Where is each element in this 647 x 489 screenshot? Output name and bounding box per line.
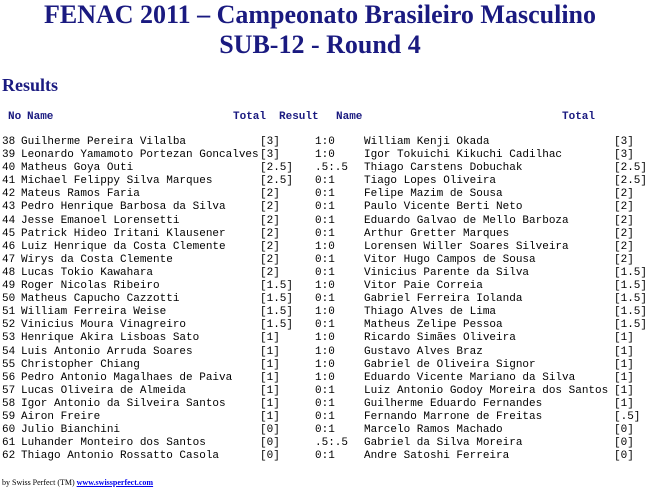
table-row xyxy=(2,306,647,319)
player-name: William Ferreira Weise xyxy=(21,306,167,319)
game-result: 0:1 xyxy=(315,384,335,397)
player-name: Michael Felippy Silva Marques xyxy=(21,175,213,188)
player-number: 39 xyxy=(2,149,16,162)
player-total: [2.5] xyxy=(260,175,294,188)
opponent-total: [1.5] xyxy=(614,293,647,306)
player-total: [1] xyxy=(260,358,280,371)
player-name: Mateus Ramos Faria xyxy=(21,188,140,201)
opponent-name: Vitor Hugo Campos de Sousa xyxy=(364,253,536,266)
game-result: 0:1 xyxy=(315,450,335,463)
player-total: [1.5] xyxy=(260,306,294,319)
game-result: 1:0 xyxy=(315,149,335,162)
game-result: 0:1 xyxy=(315,293,335,306)
player-total: [1] xyxy=(260,397,280,410)
player-name: Leonardo Yamamoto Portezan Goncalves xyxy=(21,149,259,162)
player-number: 54 xyxy=(2,345,16,358)
game-result: 0:1 xyxy=(315,397,335,410)
player-number: 61 xyxy=(2,437,16,450)
player-total: [0] xyxy=(260,437,280,450)
player-name: Lucas Tokio Kawahara xyxy=(21,266,154,279)
opponent-name: Gustavo Alves Braz xyxy=(364,345,483,358)
opponent-total: [3] xyxy=(614,149,634,162)
footer-credit: by Swiss Perfect (TM) xyxy=(2,478,75,487)
column-header-result: Result xyxy=(279,111,319,123)
table-row xyxy=(2,228,638,241)
player-name: Patrick Hideo Iritani Klausener xyxy=(21,227,226,240)
game-result: .5:.5 xyxy=(315,162,349,175)
player-total: [2.5] xyxy=(260,162,294,175)
player-total: [2] xyxy=(260,240,280,253)
opponent-total: [0] xyxy=(614,424,634,437)
player-name: Matheus Capucho Cazzotti xyxy=(21,293,180,306)
player-total: [3] xyxy=(260,136,280,148)
game-result: 1:0 xyxy=(315,306,335,319)
player-total: [1] xyxy=(260,332,280,345)
opponent-total: [1] xyxy=(614,332,634,345)
page-title: FENAC 2011 – Campeonato Brasileiro Masculino xyxy=(43,0,597,29)
column-header-name: Name xyxy=(27,111,54,123)
opponent-total: [1] xyxy=(614,345,634,358)
player-number: 46 xyxy=(2,240,16,253)
table-row xyxy=(2,136,638,149)
player-name: Airon Freire xyxy=(21,410,101,423)
table-row xyxy=(2,241,638,254)
player-name: Luiz Henrique da Costa Clemente xyxy=(21,240,226,253)
opponent-total: [0] xyxy=(614,437,634,450)
player-number: 48 xyxy=(2,266,16,279)
opponent-name: Gabriel de Oliveira Signor xyxy=(364,358,536,371)
game-result: 0:1 xyxy=(315,424,335,437)
opponent-name: Thiago Alves de Lima xyxy=(364,306,497,319)
column-header-opponent-name: Name xyxy=(336,111,363,123)
player-name: Roger Nicolas Ribeiro xyxy=(21,280,160,293)
player-total: [2] xyxy=(260,227,280,240)
player-name: Luhander Monteiro dos Santos xyxy=(21,437,206,450)
player-number: 53 xyxy=(2,332,16,345)
player-number: 52 xyxy=(2,319,16,332)
player-number: 44 xyxy=(2,214,16,227)
table-row xyxy=(2,410,641,424)
player-number: 58 xyxy=(2,397,16,410)
page-subtitle: SUB-12 - Round 4 xyxy=(219,30,421,59)
player-name: Matheus Goya Outi xyxy=(21,162,134,175)
opponent-name: Paulo Vicente Berti Neto xyxy=(364,201,523,214)
player-total: [3] xyxy=(260,149,280,162)
opponent-name: Igor Tokuichi Kikuchi Cadilhac xyxy=(364,149,563,162)
opponent-total: [2] xyxy=(614,227,634,240)
opponent-total: [1] xyxy=(614,358,634,371)
player-number: 51 xyxy=(2,306,16,319)
player-total: [2] xyxy=(260,266,280,279)
table-row xyxy=(2,266,647,280)
player-number: 56 xyxy=(2,371,16,384)
opponent-name: Ricardo Simães Oliveira xyxy=(364,332,516,345)
game-result: 1:0 xyxy=(315,280,335,293)
player-name: Wirys da Costa Clemente xyxy=(21,253,173,266)
opponent-name: Fernando Marrone de Freitas xyxy=(364,410,543,423)
player-total: [1.5] xyxy=(260,319,294,332)
table-row xyxy=(2,215,638,228)
player-total: [2] xyxy=(260,253,280,266)
game-result: 0:1 xyxy=(315,227,335,240)
opponent-total: [0] xyxy=(614,450,634,463)
game-result: .5:.5 xyxy=(315,437,349,450)
opponent-name: Eduardo Galvao de Mello Barboza xyxy=(364,214,569,227)
opponent-total: [2] xyxy=(614,240,634,253)
player-total: [0] xyxy=(260,450,280,463)
opponent-total: [1] xyxy=(614,384,634,397)
player-name: Lucas Oliveira de Almeida xyxy=(21,384,187,397)
table-row xyxy=(2,372,638,385)
game-result: 1:0 xyxy=(315,240,335,253)
table-row xyxy=(2,437,638,450)
game-result: 0:1 xyxy=(315,410,335,423)
table-row xyxy=(2,149,638,162)
opponent-name: William Kenji Okada xyxy=(364,136,490,148)
table-row xyxy=(2,346,638,359)
game-result: 1:0 xyxy=(315,358,335,371)
opponent-total: [.5] xyxy=(614,410,641,423)
player-total: [2] xyxy=(260,214,280,227)
player-name: Pedro Antonio Magalhaes de Paiva xyxy=(21,371,233,384)
game-result: 1:0 xyxy=(315,371,335,384)
opponent-name: Lorensen Willer Soares Silveira xyxy=(364,240,569,253)
table-row xyxy=(2,162,647,175)
player-name: Jesse Emanoel Lorensetti xyxy=(21,214,180,227)
opponent-total: [3] xyxy=(614,136,634,148)
table-row xyxy=(2,424,638,437)
table-row xyxy=(2,188,638,201)
player-number: 43 xyxy=(2,201,16,214)
player-number: 57 xyxy=(2,384,16,397)
opponent-name: Eduardo Vicente Mariano da Silva xyxy=(364,371,576,384)
player-total: [1] xyxy=(260,384,280,397)
player-number: 55 xyxy=(2,358,16,371)
player-number: 40 xyxy=(2,162,16,175)
table-row xyxy=(2,293,647,306)
table-row xyxy=(2,359,638,372)
player-number: 38 xyxy=(2,136,16,148)
opponent-name: Luiz Antonio Godoy Moreira dos Santos xyxy=(364,384,609,397)
player-number: 59 xyxy=(2,410,16,423)
player-name: Vinicius Moura Vinagreiro xyxy=(21,319,187,332)
opponent-total: [1.5] xyxy=(614,280,647,293)
game-result: 0:1 xyxy=(315,253,335,266)
game-result: 0:1 xyxy=(315,201,335,214)
table-row xyxy=(2,450,638,463)
opponent-total: [2] xyxy=(614,214,634,227)
opponent-name: Felipe Mazim de Sousa xyxy=(364,188,503,201)
player-number: 60 xyxy=(2,424,16,437)
footer-link[interactable]: www.swissperfect.com xyxy=(76,478,154,487)
player-number: 47 xyxy=(2,253,16,266)
player-name: Luis Antonio Arruda Soares xyxy=(21,345,193,358)
game-result: 0:1 xyxy=(315,214,335,227)
game-result: 1:0 xyxy=(315,136,335,148)
game-result: 1:0 xyxy=(315,345,335,358)
opponent-name: Thiago Carstens Dobuchak xyxy=(364,162,523,175)
opponent-name: Matheus Zelipe Pessoa xyxy=(364,319,503,332)
opponent-total: [1.5] xyxy=(614,319,647,332)
table-row xyxy=(2,254,638,267)
opponent-name: Vitor Paie Correia xyxy=(364,280,483,293)
opponent-total: [2.5] xyxy=(614,175,647,188)
player-number: 50 xyxy=(2,293,16,306)
opponent-total: [1] xyxy=(614,371,634,384)
opponent-name: Gabriel da Silva Moreira xyxy=(364,437,523,450)
opponent-total: [1.5] xyxy=(614,306,647,319)
player-name: Thiago Antonio Rossatto Casola xyxy=(21,450,220,463)
player-number: 49 xyxy=(2,280,16,293)
player-total: [1] xyxy=(260,371,280,384)
section-heading-results: Results xyxy=(2,75,59,95)
column-header-total: Total xyxy=(233,111,267,123)
opponent-name: Andre Satoshi Ferreira xyxy=(364,450,510,463)
opponent-name: Guilherme Eduardo Fernandes xyxy=(364,397,543,410)
opponent-name: Tiago Lopes Oliveira xyxy=(364,175,497,188)
player-name: Igor Antonio da Silveira Santos xyxy=(21,397,226,410)
player-total: [1.5] xyxy=(260,280,294,293)
player-total: [1.5] xyxy=(260,293,294,306)
player-name: Henrique Akira Lisboas Sato xyxy=(21,332,200,345)
game-result: 0:1 xyxy=(315,266,335,279)
column-header-no: No xyxy=(8,111,22,123)
player-number: 41 xyxy=(2,175,16,188)
game-result: 0:1 xyxy=(315,175,335,188)
player-number: 62 xyxy=(2,450,16,463)
player-total: [1] xyxy=(260,410,280,423)
player-name: Julio Bianchini xyxy=(21,424,121,437)
player-total: [0] xyxy=(260,424,280,437)
player-number: 42 xyxy=(2,188,16,201)
game-result: 0:1 xyxy=(315,188,335,201)
opponent-total: [2] xyxy=(614,253,634,266)
opponent-total: [2] xyxy=(614,188,634,201)
table-row xyxy=(2,175,647,188)
table-row xyxy=(2,332,638,345)
footer xyxy=(2,478,153,488)
opponent-total: [2] xyxy=(614,201,634,214)
column-header-opponent-total: Total xyxy=(562,111,596,123)
opponent-total: [2.5] xyxy=(614,162,647,175)
opponent-name: Gabriel Ferreira Iolanda xyxy=(364,293,523,306)
player-total: [2] xyxy=(260,188,280,201)
table-row xyxy=(2,280,647,293)
results-table xyxy=(2,136,647,463)
player-name: Guilherme Pereira Vilalba xyxy=(21,136,187,148)
opponent-name: Marcelo Ramos Machado xyxy=(364,424,503,437)
player-name: Christopher Chiang xyxy=(21,358,140,371)
opponent-name: Arthur Gretter Marques xyxy=(364,227,510,240)
table-row xyxy=(2,201,638,214)
game-result: 1:0 xyxy=(315,332,335,345)
opponent-total: [1.5] xyxy=(614,266,647,279)
opponent-total: [1] xyxy=(614,397,634,410)
table-row xyxy=(2,398,638,411)
player-total: [2] xyxy=(260,201,280,214)
player-total: [1] xyxy=(260,345,280,358)
table-row xyxy=(2,319,647,332)
player-name: Pedro Henrique Barbosa da Silva xyxy=(21,201,226,214)
table-row xyxy=(2,385,638,398)
game-result: 0:1 xyxy=(315,319,335,332)
player-number: 45 xyxy=(2,227,16,240)
opponent-name: Vinicius Parente da Silva xyxy=(364,266,530,279)
